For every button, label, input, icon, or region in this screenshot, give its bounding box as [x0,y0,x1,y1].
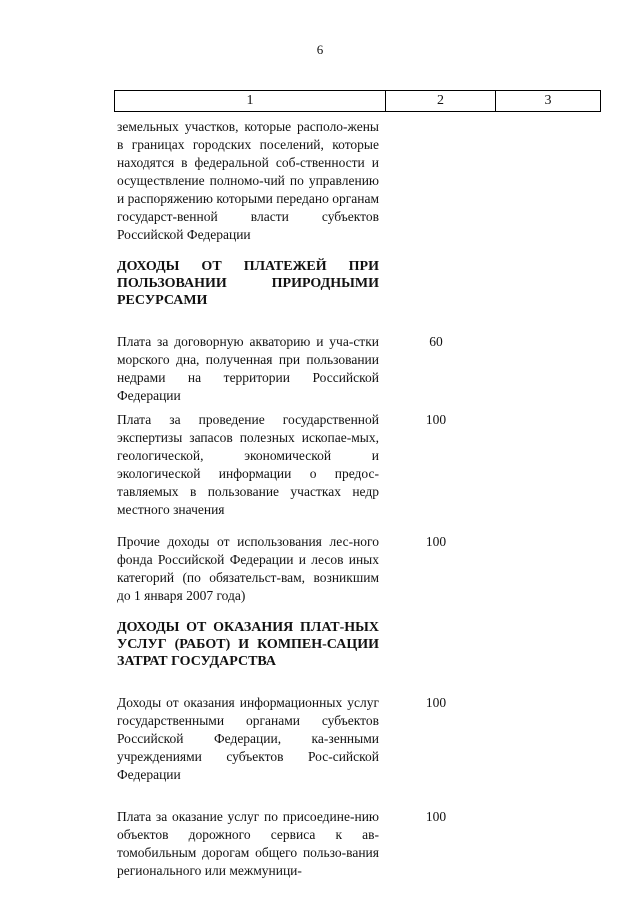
row-description: Прочие доходы от использования лес-ного фонда Российской Федерации и лесов иных категорий (по обязательст-вам, возникшим до 1 января 2007 года) [117,534,379,603]
row-description: Плата за оказание услуг по присоедине-нию объектов дорожного сервиса к ав-томобильным дорогам общего пользо-вания регионального или межмуници- [117,809,379,878]
row-value: 100 [425,695,447,710]
table-body [117,118,601,880]
table-row [117,118,601,244]
table-row [117,533,601,605]
page-number: 6 [316,42,324,57]
row-value: 100 [425,534,447,549]
row-value: 100 [425,412,447,427]
row-value [379,118,491,244]
table-row [117,694,601,784]
table-header-row [114,90,601,112]
row-value: 100 [425,809,447,824]
row-description: Доходы от оказания информационных услуг государственными органами субъектов Российской Федерации, ка-зенными учреждениями субъектов Рос-сийской Федерации [117,695,379,782]
row-description: Плата за договорную акваторию и уча-стки морского дна, полученная при пользовании недрами на территории Российской Федерации [117,334,379,403]
table-row [117,333,601,405]
row-value: 60 [429,334,443,349]
table-header-col3: 3 [544,93,552,108]
row-description: Плата за проведение государственной экспертизы запасов полезных ископае-мых, геологической, экономической и экологической информации о предос-тавляемых в пользование участках недр местного значения [117,412,379,517]
table-row [117,411,601,519]
section-heading: ДОХОДЫ ОТ ПЛАТЕЖЕЙ ПРИ ПОЛЬЗОВАНИИ ПРИРОДНЫМИ РЕСУРСАМИ [117,259,379,308]
section-heading: ДОХОДЫ ОТ ОКАЗАНИЯ ПЛАТ-НЫХ УСЛУГ (РАБОТ) И КОМПЕН-САЦИИ ЗАТРАТ ГОСУДАРСТВА [117,620,379,669]
row-description: земельных участков, которые располо-жены в границах городских поселений, которые находятся в федеральной соб-ственности и осуществление полномо-чий по управлению и распоряжению которыми передано органам государст-венной власти субъектов Российской Федерации [117,119,379,242]
table-header-col2: 2 [386,91,496,111]
table-row [117,808,601,880]
table-header-col1: 1 [115,91,386,111]
